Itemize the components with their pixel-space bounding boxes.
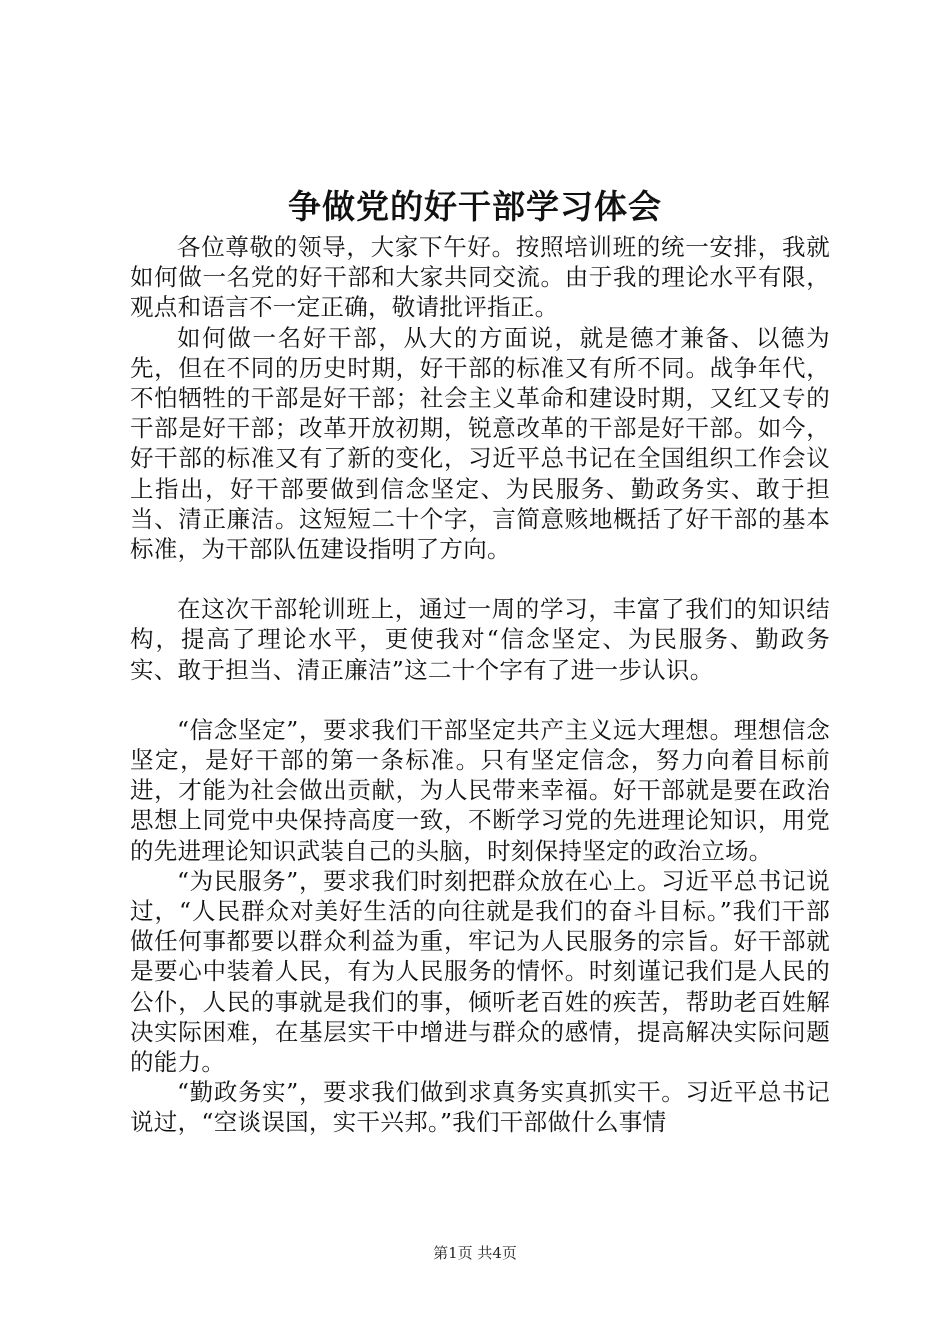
page-footer: 第1页 共4页 xyxy=(433,1244,517,1262)
paragraph-good-cadre-standard: 如何做一名好干部，从大的方面说，就是德才兼备、以德为先，但在不同的历史时期，好干部的标准又有所不同。战争年代，不怕牺牲的干部是好干部；社会主义革命和建设时期，又红又专的干部是好干部；改革开放初期，锐意改革的干部是好干部。如今，好干部的标准又有了新的变化，习近平总书记在全国组织工作会议上指出，好干部要做到信念坚定、为民服务、勤政务实、敢于担当、清正廉洁。这短短二十个字，言简意赅地概括了好干部的基本标准，为干部队伍建设指明了方向。 xyxy=(130,323,830,564)
paragraph-spacer xyxy=(130,685,830,715)
document-title: 争做党的好干部学习体会 xyxy=(288,187,662,226)
paragraph-serve-people: “为民服务”，要求我们时刻把群众放在心上。习近平总书记说过，“人民群众对美好生活的向往就是我们的奋斗目标。”我们干部做任何事都要以群众利益为重，牢记为人民服务的宗旨。好干部就是要心中装着人民，有为人民服务的情怀。时刻谨记我们是人民的公仆，人民的事就是我们的事，倾听老百姓的疾苦，帮助老百姓解决实际困难，在基层实干中增进与群众的感情，提高解决实际问题的能力。 xyxy=(130,866,830,1077)
paragraph-firm-belief: “信念坚定”，要求我们干部坚定共产主义远大理想。理想信念坚定，是好干部的第一条标准。只有坚定信念，努力向着目标前进，才能为社会做出贡献，为人民带来幸福。好干部就是要在政治思想上同党中央保持高度一致，不断学习党的先进理论知识，用党的先进理论知识武装自己的头脑，时刻保持坚定的政治立场。 xyxy=(130,715,830,865)
paragraph-greeting: 各位尊敬的领导，大家下午好。按照培训班的统一安排，我就如何做一名党的好干部和大家共同交流。由于我的理论水平有限，观点和语言不一定正确，敬请批评指正。 xyxy=(130,233,830,322)
paragraph-training-reflection: 在这次干部轮训班上，通过一周的学习，丰富了我们的知识结构，提高了理论水平，更使我对“信念坚定、为民服务、勤政务实、敢于担当、清正廉洁”这二十个字有了进一步认识。 xyxy=(130,595,830,684)
paragraph-spacer xyxy=(130,564,830,594)
document-body xyxy=(130,232,830,1138)
paragraph-diligent-practical: “勤政务实”，要求我们做到求真务实真抓实干。习近平总书记说过，“空谈误国，实干兴邦。”我们干部做什么事情 xyxy=(130,1078,830,1137)
